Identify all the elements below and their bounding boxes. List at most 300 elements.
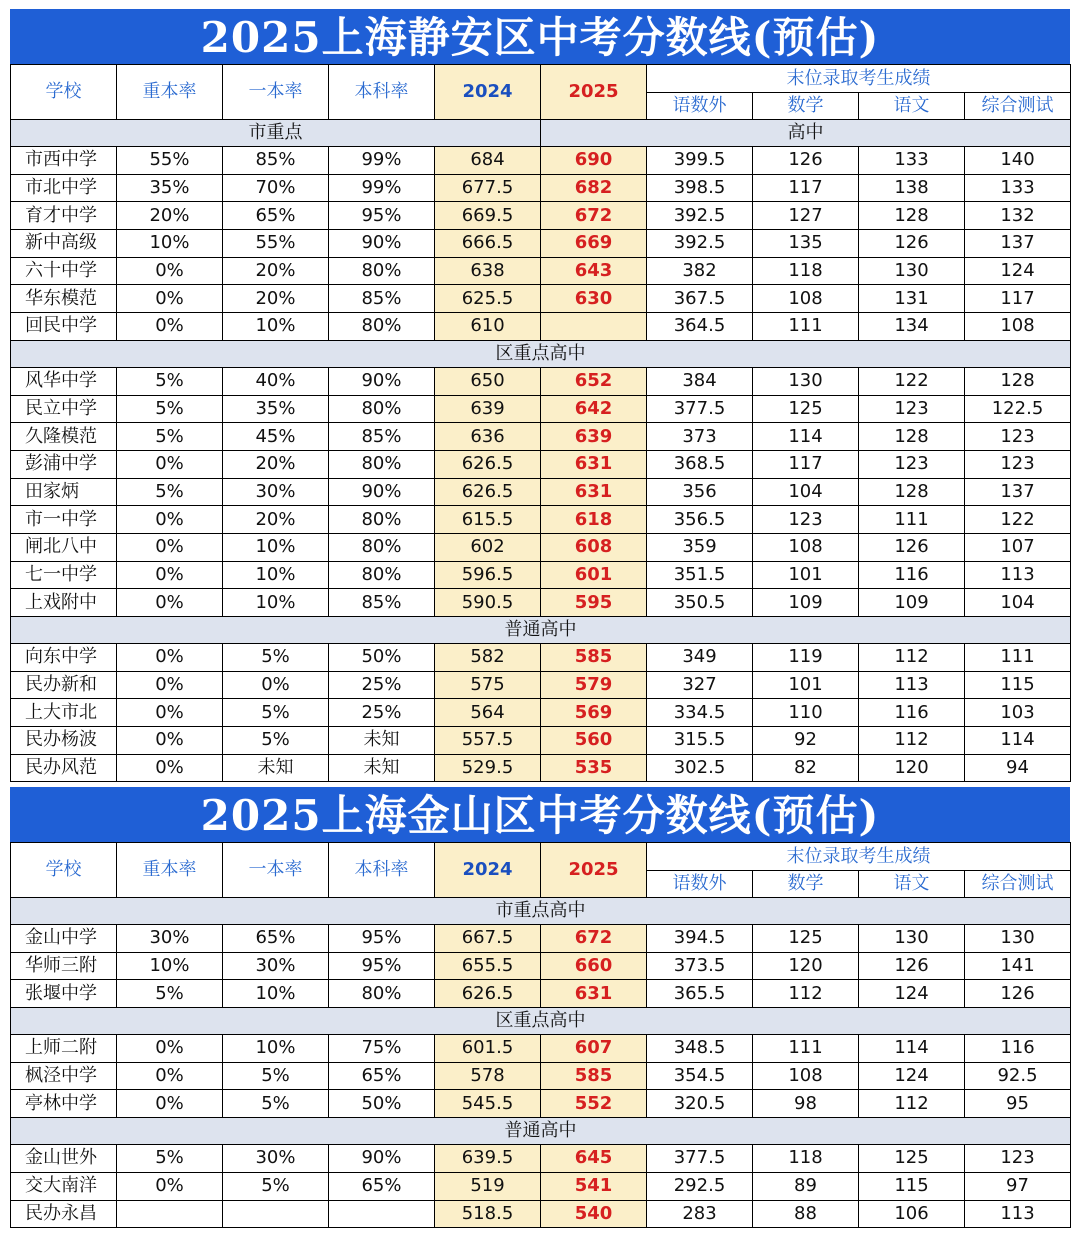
- benke-rate: 85%: [329, 423, 435, 451]
- chinese-score: 124: [859, 1062, 965, 1090]
- year-2025-header: 2025: [541, 65, 647, 120]
- year-2024-header: 2024: [435, 843, 541, 898]
- ysw-score: 399.5: [647, 147, 753, 175]
- yiben-rate: 85%: [223, 147, 329, 175]
- zonghe-score: 111: [965, 644, 1071, 672]
- ysw-score: 382: [647, 257, 753, 285]
- school-name: 民办杨波: [11, 727, 117, 755]
- ysw-score: 373.5: [647, 952, 753, 980]
- school-name: 市北中学: [11, 174, 117, 202]
- zhongben-rate: 10%: [117, 230, 223, 258]
- score-2024: 575: [435, 671, 541, 699]
- score-2025: 660: [541, 952, 647, 980]
- yiben-header: 一本率: [223, 65, 329, 120]
- score-2025: 569: [541, 699, 647, 727]
- ysw-score: 320.5: [647, 1090, 753, 1118]
- score-2024: 564: [435, 699, 541, 727]
- ysw-header: 语数外: [647, 871, 753, 898]
- section-title: 普通高中: [11, 617, 1071, 644]
- math-score: 123: [753, 506, 859, 534]
- ysw-score: 283: [647, 1200, 753, 1228]
- benke-rate: 75%: [329, 1035, 435, 1063]
- math-score: 118: [753, 257, 859, 285]
- jingan-title: 2025上海静安区中考分数线(预估): [10, 9, 1070, 64]
- chinese-score: 124: [859, 980, 965, 1008]
- yiben-rate: 30%: [223, 1145, 329, 1173]
- zonghe-score: 122: [965, 506, 1071, 534]
- zhongben-rate: 0%: [117, 727, 223, 755]
- zonghe-score: 117: [965, 285, 1071, 313]
- jinshan-section-row: [11, 1118, 1071, 1145]
- ysw-score: 349: [647, 644, 753, 672]
- chinese-score: 113: [859, 671, 965, 699]
- zonghe-score: 128: [965, 367, 1071, 395]
- ysw-score: 377.5: [647, 1145, 753, 1173]
- school-name: 上师二附: [11, 1035, 117, 1063]
- score-2024: 557.5: [435, 727, 541, 755]
- ysw-score: 351.5: [647, 561, 753, 589]
- math-score: 110: [753, 699, 859, 727]
- chinese-score: 112: [859, 727, 965, 755]
- school-name: 亭林中学: [11, 1090, 117, 1118]
- zhongben-rate: 0%: [117, 533, 223, 561]
- school-name: 育才中学: [11, 202, 117, 230]
- table-row: [11, 671, 1071, 699]
- school-name: 市一中学: [11, 506, 117, 534]
- zhongben-rate: 0%: [117, 699, 223, 727]
- math-score: 127: [753, 202, 859, 230]
- math-score: 111: [753, 313, 859, 341]
- ysw-score: 398.5: [647, 174, 753, 202]
- benke-header: 本科率: [329, 65, 435, 120]
- math-score: 125: [753, 925, 859, 953]
- table-row: [11, 147, 1071, 175]
- score-2025: 630: [541, 285, 647, 313]
- table-row: [11, 727, 1071, 755]
- jinshan-header-row: [11, 843, 1071, 871]
- zhongben-rate: 55%: [117, 147, 223, 175]
- zhongben-rate: 0%: [117, 1062, 223, 1090]
- benke-rate: 90%: [329, 367, 435, 395]
- benke-header: 本科率: [329, 843, 435, 898]
- score-2025: 631: [541, 450, 647, 478]
- score-2024: 626.5: [435, 450, 541, 478]
- score-2025: 682: [541, 174, 647, 202]
- table-row: [11, 257, 1071, 285]
- score-2025: 585: [541, 1062, 647, 1090]
- chinese-score: 134: [859, 313, 965, 341]
- benke-rate: 65%: [329, 1062, 435, 1090]
- yiben-rate: 65%: [223, 202, 329, 230]
- yiben-rate: 20%: [223, 450, 329, 478]
- benke-rate: 99%: [329, 174, 435, 202]
- school-name: 民立中学: [11, 395, 117, 423]
- math-score: 108: [753, 533, 859, 561]
- score-2025: 541: [541, 1172, 647, 1200]
- benke-rate: 50%: [329, 1090, 435, 1118]
- benke-rate: 25%: [329, 671, 435, 699]
- score-2024: 639: [435, 395, 541, 423]
- chinese-score: 130: [859, 925, 965, 953]
- ysw-score: 392.5: [647, 230, 753, 258]
- table-row: [11, 367, 1071, 395]
- yiben-header: 一本率: [223, 843, 329, 898]
- score-2024: 684: [435, 147, 541, 175]
- score-2025: 645: [541, 1145, 647, 1173]
- score-2025: 608: [541, 533, 647, 561]
- score-2025: 652: [541, 367, 647, 395]
- math-score: 98: [753, 1090, 859, 1118]
- math-score: 109: [753, 589, 859, 617]
- yiben-rate: 5%: [223, 644, 329, 672]
- zhongben-rate: 0%: [117, 561, 223, 589]
- chinese-score: 133: [859, 147, 965, 175]
- score-2024: 669.5: [435, 202, 541, 230]
- last-admitted-header: 末位录取考生成绩: [647, 65, 1071, 93]
- math-score: 101: [753, 561, 859, 589]
- chinese-score: 128: [859, 478, 965, 506]
- score-2025: 672: [541, 202, 647, 230]
- chinese-score: 131: [859, 285, 965, 313]
- section-title: 市重点: [11, 120, 541, 147]
- zhongben-rate: 30%: [117, 925, 223, 953]
- school-header: 学校: [11, 843, 117, 898]
- yiben-rate: 30%: [223, 478, 329, 506]
- zonghe-score: 133: [965, 174, 1071, 202]
- yiben-rate: 20%: [223, 506, 329, 534]
- school-name: 张堰中学: [11, 980, 117, 1008]
- chinese-score: 106: [859, 1200, 965, 1228]
- zonghe-score: 114: [965, 727, 1071, 755]
- zonghe-score: 103: [965, 699, 1071, 727]
- score-2025: 643: [541, 257, 647, 285]
- yiben-rate: 0%: [223, 671, 329, 699]
- table-row: [11, 1062, 1071, 1090]
- score-2025: 672: [541, 925, 647, 953]
- yiben-rate: 5%: [223, 1062, 329, 1090]
- math-score: 88: [753, 1200, 859, 1228]
- zonghe-score: 104: [965, 589, 1071, 617]
- jingan-header-row: [11, 65, 1071, 93]
- benke-rate: 90%: [329, 478, 435, 506]
- ysw-header: 语数外: [647, 93, 753, 120]
- zonghe-score: 140: [965, 147, 1071, 175]
- zonghe-score: 141: [965, 952, 1071, 980]
- score-2025: 639: [541, 423, 647, 451]
- score-2024: 639.5: [435, 1145, 541, 1173]
- math-score: 108: [753, 1062, 859, 1090]
- table-row: [11, 1090, 1071, 1118]
- table-row: [11, 1035, 1071, 1063]
- score-2024: 582: [435, 644, 541, 672]
- score-2024: 636: [435, 423, 541, 451]
- score-2025: 579: [541, 671, 647, 699]
- math-score: 117: [753, 174, 859, 202]
- benke-rate: 90%: [329, 230, 435, 258]
- table-row: [11, 423, 1071, 451]
- score-2025: 607: [541, 1035, 647, 1063]
- zonghe-score: 108: [965, 313, 1071, 341]
- score-2024: 602: [435, 533, 541, 561]
- score-2025: 642: [541, 395, 647, 423]
- chinese-score: 128: [859, 423, 965, 451]
- table-row: [11, 699, 1071, 727]
- score-2024: 626.5: [435, 478, 541, 506]
- table-row: [11, 644, 1071, 672]
- school-name: 回民中学: [11, 313, 117, 341]
- score-2025: 601: [541, 561, 647, 589]
- math-score: 117: [753, 450, 859, 478]
- chinese-score: 126: [859, 952, 965, 980]
- math-score: 89: [753, 1172, 859, 1200]
- score-2025: 669: [541, 230, 647, 258]
- table-row: [11, 285, 1071, 313]
- table-row: [11, 202, 1071, 230]
- zonghe-score: 116: [965, 1035, 1071, 1063]
- score-2024: 578: [435, 1062, 541, 1090]
- school-name: 民办风范: [11, 754, 117, 782]
- math-score: 120: [753, 952, 859, 980]
- benke-rate: 未知: [329, 754, 435, 782]
- zhongben-rate: 0%: [117, 506, 223, 534]
- table-row: [11, 533, 1071, 561]
- math-score: 92: [753, 727, 859, 755]
- table-row: [11, 925, 1071, 953]
- zonghe-score: 122.5: [965, 395, 1071, 423]
- chinese-score: 126: [859, 230, 965, 258]
- table-row: [11, 561, 1071, 589]
- ysw-score: 315.5: [647, 727, 753, 755]
- math-score: 125: [753, 395, 859, 423]
- benke-rate: 95%: [329, 952, 435, 980]
- zonghe-header: 综合测试: [965, 871, 1071, 898]
- table-row: [11, 230, 1071, 258]
- math-score: 82: [753, 754, 859, 782]
- chinese-score: 138: [859, 174, 965, 202]
- ysw-score: 368.5: [647, 450, 753, 478]
- jingan-section-row: [11, 120, 1071, 147]
- year-2025-header: 2025: [541, 843, 647, 898]
- school-name: 向东中学: [11, 644, 117, 672]
- table-row: [11, 450, 1071, 478]
- ysw-score: 354.5: [647, 1062, 753, 1090]
- zhongben-rate: 0%: [117, 1090, 223, 1118]
- school-name: 闸北八中: [11, 533, 117, 561]
- chinese-score: 114: [859, 1035, 965, 1063]
- ysw-score: 365.5: [647, 980, 753, 1008]
- chinese-score: 116: [859, 699, 965, 727]
- yiben-rate: 20%: [223, 285, 329, 313]
- school-name: 市西中学: [11, 147, 117, 175]
- chinese-score: 130: [859, 257, 965, 285]
- school-name: 久隆模范: [11, 423, 117, 451]
- table-row: [11, 506, 1071, 534]
- score-2025: 690: [541, 147, 647, 175]
- school-header: 学校: [11, 65, 117, 120]
- ysw-score: 377.5: [647, 395, 753, 423]
- math-score: 126: [753, 147, 859, 175]
- benke-rate: 80%: [329, 450, 435, 478]
- yiben-rate: 10%: [223, 1035, 329, 1063]
- yiben-rate: 40%: [223, 367, 329, 395]
- school-name: 彭浦中学: [11, 450, 117, 478]
- zhongben-rate: 0%: [117, 644, 223, 672]
- school-name: 金山世外: [11, 1145, 117, 1173]
- school-name: 七一中学: [11, 561, 117, 589]
- yiben-rate: 10%: [223, 561, 329, 589]
- zhongben-rate: 35%: [117, 174, 223, 202]
- zhongben-rate: 0%: [117, 313, 223, 341]
- table-row: [11, 589, 1071, 617]
- jinshan-section-row: [11, 898, 1071, 925]
- table-row: [11, 478, 1071, 506]
- yiben-rate: 5%: [223, 1090, 329, 1118]
- zhongben-rate: 5%: [117, 478, 223, 506]
- school-name: 六十中学: [11, 257, 117, 285]
- section-title: 区重点高中: [11, 1008, 1071, 1035]
- school-name: 民办新和: [11, 671, 117, 699]
- math-score: 135: [753, 230, 859, 258]
- score-2024: 545.5: [435, 1090, 541, 1118]
- ysw-score: 334.5: [647, 699, 753, 727]
- zhongben-rate: 5%: [117, 980, 223, 1008]
- jingan-panel: [10, 9, 1070, 782]
- table-row: [11, 754, 1071, 782]
- math-score: 118: [753, 1145, 859, 1173]
- yiben-rate: 5%: [223, 727, 329, 755]
- benke-rate: 90%: [329, 1145, 435, 1173]
- ysw-score: 356.5: [647, 506, 753, 534]
- table-row: [11, 952, 1071, 980]
- last-admitted-header: 末位录取考生成绩: [647, 843, 1071, 871]
- benke-rate: 80%: [329, 257, 435, 285]
- ysw-score: 392.5: [647, 202, 753, 230]
- score-2025: 631: [541, 980, 647, 1008]
- jingan-table: [10, 64, 1071, 782]
- score-2024: 638: [435, 257, 541, 285]
- yiben-rate: [223, 1200, 329, 1228]
- zonghe-score: 95: [965, 1090, 1071, 1118]
- benke-rate: 50%: [329, 644, 435, 672]
- score-2024: 667.5: [435, 925, 541, 953]
- ysw-score: 302.5: [647, 754, 753, 782]
- score-2024: 590.5: [435, 589, 541, 617]
- score-2024: 529.5: [435, 754, 541, 782]
- school-name: 华东模范: [11, 285, 117, 313]
- zhongben-rate: 0%: [117, 1035, 223, 1063]
- chinese-score: 115: [859, 1172, 965, 1200]
- benke-rate: 65%: [329, 1172, 435, 1200]
- chinese-header: 语文: [859, 871, 965, 898]
- table-row: [11, 1145, 1071, 1173]
- chinese-score: 109: [859, 589, 965, 617]
- score-2025: 585: [541, 644, 647, 672]
- zonghe-score: 123: [965, 1145, 1071, 1173]
- math-score: 114: [753, 423, 859, 451]
- school-name: 上大市北: [11, 699, 117, 727]
- ysw-score: 384: [647, 367, 753, 395]
- benke-rate: 99%: [329, 147, 435, 175]
- benke-rate: [329, 1200, 435, 1228]
- chinese-score: 125: [859, 1145, 965, 1173]
- jinshan-section-row: [11, 1008, 1071, 1035]
- zonghe-score: 137: [965, 230, 1071, 258]
- zonghe-header: 综合测试: [965, 93, 1071, 120]
- score-2025: [541, 313, 647, 341]
- zonghe-score: 97: [965, 1172, 1071, 1200]
- zhongben-rate: 0%: [117, 754, 223, 782]
- zonghe-score: 115: [965, 671, 1071, 699]
- benke-rate: 80%: [329, 506, 435, 534]
- zonghe-score: 137: [965, 478, 1071, 506]
- ysw-score: 373: [647, 423, 753, 451]
- chinese-score: 116: [859, 561, 965, 589]
- chinese-score: 123: [859, 450, 965, 478]
- benke-rate: 85%: [329, 285, 435, 313]
- school-name: 交大南洋: [11, 1172, 117, 1200]
- math-score: 104: [753, 478, 859, 506]
- math-score: 101: [753, 671, 859, 699]
- ysw-score: 364.5: [647, 313, 753, 341]
- school-name: 新中高级: [11, 230, 117, 258]
- ysw-score: 356: [647, 478, 753, 506]
- zhongben-rate: 0%: [117, 671, 223, 699]
- yiben-rate: 30%: [223, 952, 329, 980]
- jinshan-title: 2025上海金山区中考分数线(预估): [10, 787, 1070, 842]
- score-2025: 595: [541, 589, 647, 617]
- year-2024-header: 2024: [435, 65, 541, 120]
- zonghe-score: 123: [965, 450, 1071, 478]
- chinese-score: 111: [859, 506, 965, 534]
- zhongben-rate: 0%: [117, 257, 223, 285]
- zhongben-rate: 5%: [117, 395, 223, 423]
- benke-rate: 95%: [329, 202, 435, 230]
- ysw-score: 327: [647, 671, 753, 699]
- table-row: [11, 313, 1071, 341]
- table-row: [11, 395, 1071, 423]
- table-row: [11, 174, 1071, 202]
- zhongben-rate: 10%: [117, 952, 223, 980]
- ysw-score: 367.5: [647, 285, 753, 313]
- chinese-header: 语文: [859, 93, 965, 120]
- zhongben-rate: 5%: [117, 423, 223, 451]
- zonghe-score: 107: [965, 533, 1071, 561]
- score-2025: 535: [541, 754, 647, 782]
- section-title: 市重点高中: [11, 898, 1071, 925]
- score-2024: 625.5: [435, 285, 541, 313]
- zonghe-score: 130: [965, 925, 1071, 953]
- score-2025: 552: [541, 1090, 647, 1118]
- benke-rate: 未知: [329, 727, 435, 755]
- chinese-score: 112: [859, 1090, 965, 1118]
- zhongben-rate: 0%: [117, 1172, 223, 1200]
- ysw-score: 394.5: [647, 925, 753, 953]
- score-2024: 626.5: [435, 980, 541, 1008]
- benke-rate: 80%: [329, 313, 435, 341]
- chinese-score: 128: [859, 202, 965, 230]
- score-2024: 610: [435, 313, 541, 341]
- benke-rate: 80%: [329, 395, 435, 423]
- benke-rate: 25%: [329, 699, 435, 727]
- chinese-score: 126: [859, 533, 965, 561]
- zhongben-rate: 5%: [117, 367, 223, 395]
- school-name: 风华中学: [11, 367, 117, 395]
- zonghe-score: 126: [965, 980, 1071, 1008]
- jingan-section-row: [11, 340, 1071, 367]
- table-row: [11, 1200, 1071, 1228]
- zhongben-header: 重本率: [117, 843, 223, 898]
- score-2024: 596.5: [435, 561, 541, 589]
